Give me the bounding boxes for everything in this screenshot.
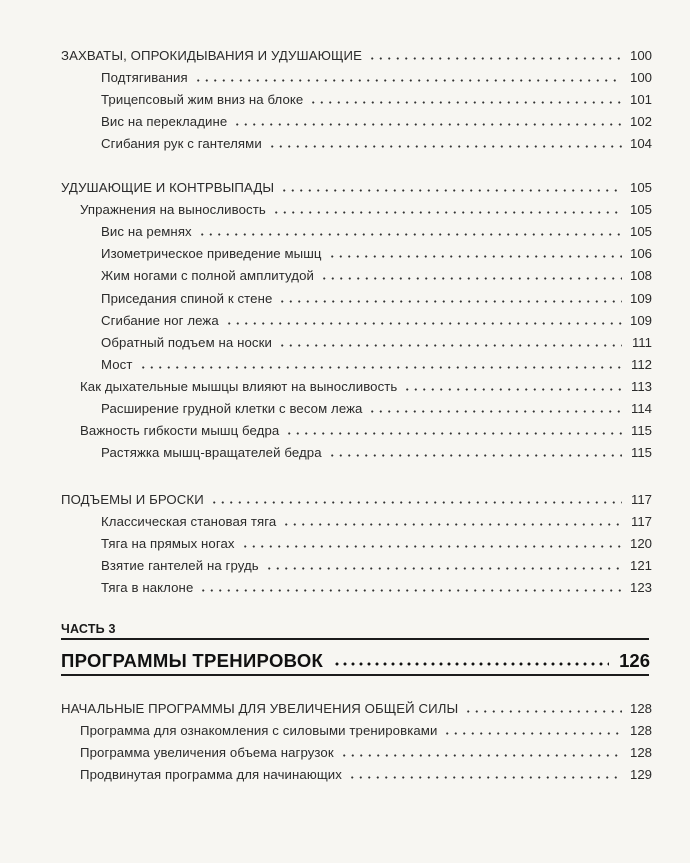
dot-leader [241,545,622,548]
toc-entry-page: 111 [631,334,652,350]
toc-entry-title: Жим ногами с полной амплитудой [101,268,314,284]
toc-entry [101,110,652,130]
toc-entry-page: 128 [629,701,652,716]
toc-entry [101,132,652,152]
toc-entry-page: 105 [629,224,652,240]
dot-leader [309,101,622,104]
toc-entry-page: 128 [629,745,652,761]
toc-section-heading [61,697,652,717]
part-rule-top [61,638,649,640]
toc-entry [101,88,652,108]
dot-leader [233,123,622,126]
toc-entry-page: 128 [629,723,652,739]
dot-leader [348,776,622,779]
dot-leader [278,344,622,347]
toc-entry-title: УДУШАЮЩИЕ И КОНТРВЫПАДЫ [61,180,275,195]
toc-entry-page: 123 [629,580,652,596]
toc-entry-page: 104 [629,136,652,152]
dot-leader [340,754,622,757]
toc-entry-page: 112 [630,356,652,372]
toc-entry-title: ЗАХВАТЫ, ОПРОКИДЫВАНИЯ И УДУШАЮЩИЕ [61,48,362,63]
toc-entry-page: 114 [630,401,652,416]
toc-entry-page: 105 [629,180,652,195]
dot-leader [210,501,622,504]
part-label: ЧАСТЬ 3 [61,622,116,636]
dot-leader [225,322,622,325]
dot-leader [198,233,622,236]
dot-leader [272,211,622,214]
dot-leader [285,432,622,435]
dot-leader [280,189,622,192]
part-page: 126 [619,650,650,671]
toc-entry [101,287,652,307]
toc-entry-title: Обратный подъем на носки [101,334,272,350]
toc-entry-page: 100 [629,70,652,86]
toc-entry [80,719,652,739]
part-rule-bottom [61,674,649,676]
toc-entry-title: Вис на перекладине [101,114,228,130]
toc-entry-title: Изометрическое приведение мышц [101,246,322,262]
dot-leader [443,732,622,735]
toc-entry-page: 129 [629,767,652,783]
dot-leader [199,589,622,592]
toc-entry-title: Вис на ремнях [101,224,192,240]
toc-entry-title: Взятие гантелей на грудь [101,558,259,574]
dot-leader [368,57,622,60]
toc-entry-title: Мост [101,356,133,372]
dot-leader [328,454,622,457]
toc-entry [101,397,652,417]
toc-entry [101,576,652,596]
toc-entry-title: Растяжка мышц-вращателей бедра [101,445,322,461]
toc-entry-page: 109 [629,312,652,328]
dot-leader [139,366,622,369]
toc-entry-page: 120 [629,536,652,552]
toc-entry [101,331,652,351]
toc-entry-title: Приседания спиной к стене [101,290,273,306]
dot-leader [368,410,622,413]
dot-leader [403,388,622,391]
dot-leader [282,523,622,526]
toc-entry [80,375,652,395]
toc-entry [80,419,652,439]
toc-entry-title: Упражнения на выносливость [80,202,266,218]
toc-entry [101,532,652,552]
dot-leader [464,710,622,713]
toc-entry [101,242,652,262]
toc-entry-page: 106 [629,246,652,262]
toc-entry-title: Трицепсовый жим вниз на блоке [101,92,304,108]
dot-leader [328,255,622,258]
toc-entry-page: 117 [630,492,652,507]
part-title: ПРОГРАММЫ ТРЕНИРОВОК [61,650,324,671]
toc-entry [80,741,652,761]
toc-entry-page: 100 [629,48,652,63]
toc-section-heading [61,44,652,64]
toc-entry [101,510,652,530]
toc-entry [80,763,652,783]
dot-leader [320,277,622,280]
toc-entry-title: ПОДЪЕМЫ И БРОСКИ [61,492,204,507]
dot-leader [268,145,622,148]
toc-entry-page: 115 [630,445,652,461]
toc-entry-page: 102 [629,114,652,130]
toc-entry-page: 101 [629,92,652,108]
toc-section-heading [61,176,652,196]
toc-section-heading [61,488,652,508]
dot-leader [194,79,622,82]
toc-entry-title: Важность гибкости мышц бедра [80,423,280,439]
toc-entry [101,309,652,329]
toc-entry-title: Программа для ознакомления с силовыми тренировками [80,723,438,739]
toc-entry-page: 105 [629,202,652,218]
toc-entry-page: 113 [630,378,652,394]
toc-entry [101,554,652,574]
dot-leader [333,662,609,666]
toc-entry-title: НАЧАЛЬНЫЕ ПРОГРАММЫ ДЛЯ УВЕЛИЧЕНИЯ ОБЩЕЙ СИЛЫ [61,701,459,716]
toc-entry-page: 117 [630,514,652,530]
toc-entry-title: Сгибания рук с гантелями [101,136,262,152]
toc-entry-title: Тяга в наклоне [101,580,194,596]
toc-entry-title: Подтягивания [101,70,188,86]
dot-leader [265,567,622,570]
toc-entry-page: 108 [629,268,652,284]
toc-entry-page: 115 [630,423,652,439]
toc-entry-title: Как дыхательные мышцы влияют на выносливость [80,378,398,394]
toc-entry [101,220,652,240]
toc-entry-title: Программа увеличения объема нагрузок [80,745,334,761]
toc-entry-page: 121 [629,558,652,574]
toc-entry [101,353,652,373]
toc-entry [101,264,652,284]
toc-entry-title: Классическая становая тяга [101,514,277,530]
toc-entry-page: 109 [629,290,652,306]
dot-leader [278,300,622,303]
toc-entry-title: Тяга на прямых ногах [101,536,235,552]
toc-entry [101,66,652,86]
part-title-row [61,646,650,672]
toc-entry-title: Продвинутая программа для начинающих [80,767,342,783]
toc-entry [80,198,652,218]
toc-entry-title: Расширение грудной клетки с весом лежа [101,401,363,416]
toc-entry [101,441,652,461]
toc-entry-title: Сгибание ног лежа [101,312,219,328]
